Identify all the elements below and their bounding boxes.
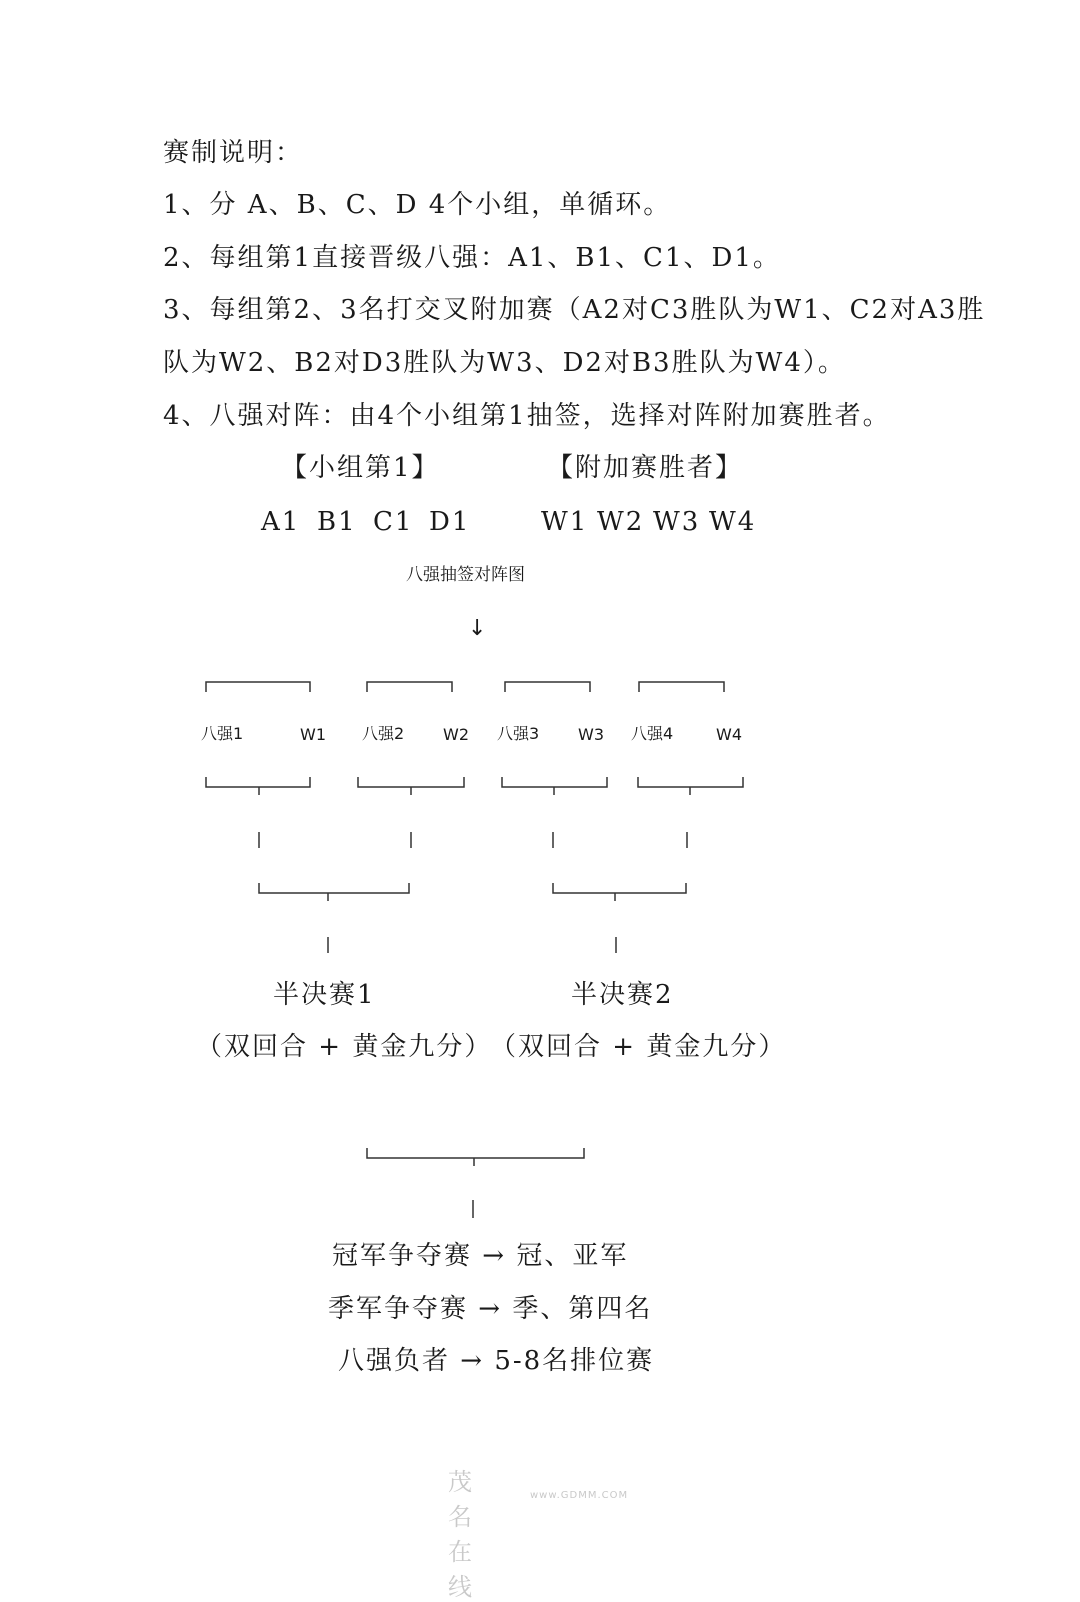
watermark-url: www.GDMM.COM (530, 1490, 629, 1501)
playoff-winner-w3: W3 (653, 507, 701, 537)
playoff-winner-w2: W2 (597, 507, 645, 537)
down-arrow-icon: ↓ (468, 616, 487, 641)
bracket-caption: 八强抽签对阵图 (406, 565, 525, 585)
final-bracket (367, 1148, 584, 1166)
pair-2-seed: 八强2 (362, 724, 405, 743)
rule-item-4: 4、八强对阵：由4个小组第1抽签，选择对阵附加赛胜者。 (163, 401, 891, 431)
semifinal-1-label: 半决赛1 (273, 980, 376, 1010)
top-bracket-1 (206, 682, 310, 692)
watermark-logo: 茂名在线 (448, 1468, 474, 1601)
playoff-winners-title: 【附加赛胜者】 (547, 453, 744, 483)
rule-item-2: 2、每组第1直接晋级八强：A1、B1、C1、D1。 (163, 243, 781, 273)
pair-4-challenger: W4 (716, 725, 742, 744)
top-bracket-3 (505, 682, 590, 692)
playoff-winner-w4: W4 (709, 507, 757, 537)
match-bracket-4 (638, 777, 743, 795)
final-line-placement: 八强负者 → 5-8名排位赛 (338, 1346, 655, 1376)
semi-bracket-2 (553, 883, 686, 901)
final-line-champion: 冠军争夺赛 → 冠、亚军 (332, 1241, 629, 1271)
rules-title: 赛制说明： (163, 138, 304, 168)
semifinal-2-label: 半决赛2 (571, 980, 674, 1010)
top-bracket-4 (639, 682, 724, 692)
match-bracket-1 (206, 777, 310, 795)
pair-2-challenger: W2 (443, 725, 469, 744)
pair-3-challenger: W3 (578, 725, 604, 744)
final-line-third-place: 季军争夺赛 → 季、第四名 (328, 1294, 653, 1324)
semifinal-2-note: （双回合 + 黄金九分） (490, 1032, 787, 1062)
semi-bracket-1 (259, 883, 409, 901)
group-winner-c1: C1 (373, 507, 414, 537)
rule-item-1: 1、分 A、B、C、D 4个小组，单循环。 (163, 190, 672, 220)
rule-item-3b: 队为W2、B2对D3胜队为W3、D2对B3胜队为W4）。 (163, 348, 846, 378)
semifinal-1-note: （双回合 + 黄金九分） (196, 1032, 493, 1062)
playoff-winner-w1: W1 (541, 507, 589, 537)
pair-1-challenger: W1 (300, 725, 326, 744)
match-bracket-2 (358, 777, 464, 795)
rule-item-3a: 3、每组第2、3名打交叉附加赛（A2对C3胜队为W1、C2对A3胜 (163, 295, 986, 325)
group-winners-title: 【小组第1】 (281, 453, 440, 483)
pair-3-seed: 八强3 (497, 724, 540, 743)
pair-1-seed: 八强1 (201, 724, 244, 743)
pair-4-seed: 八强4 (631, 724, 674, 743)
group-winner-b1: B1 (317, 507, 357, 537)
group-winner-d1: D1 (429, 507, 471, 537)
match-bracket-3 (502, 777, 607, 795)
group-winner-a1: A1 (261, 507, 301, 537)
top-bracket-2 (367, 682, 452, 692)
